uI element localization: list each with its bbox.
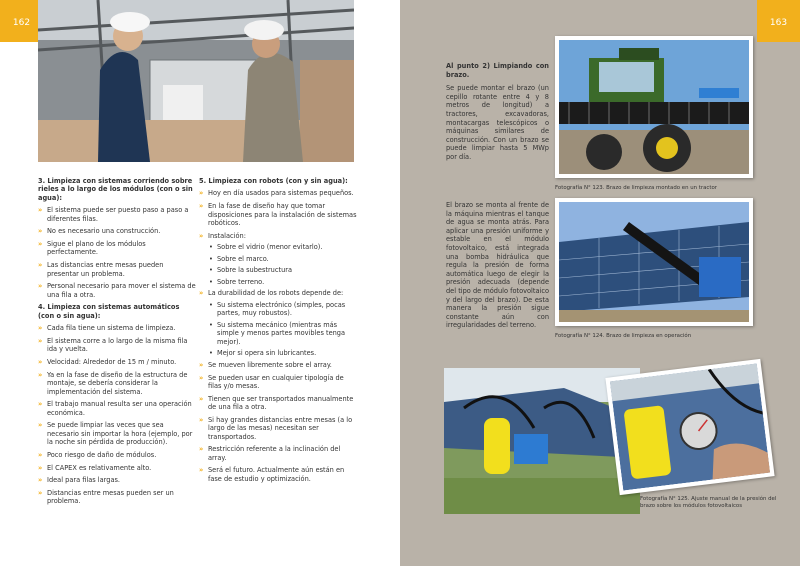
caption-124: Fotografía N° 124. Brazo de limpieza en operación <box>555 333 692 339</box>
photo-frame-123 <box>555 36 753 178</box>
list-item: » Ya en la fase de diseño de la estructura de montaje, se debería considerar la implementación del sistema. <box>38 371 196 396</box>
list-item: » Cada fila tiene un sistema de limpieza. <box>38 324 196 332</box>
list-item: » Se pueden usar en cualquier tipología de filas y/o mesas. <box>199 374 357 391</box>
sub-item: • Sobre el marco. <box>199 255 357 263</box>
caption-125: Fotografía N° 125. Ajuste manual de la presión del brazo sobre los módulos fotovoltaicos <box>640 496 777 509</box>
list-item: » Personal necesario para mover el sistema de una fila a otra. <box>38 282 196 299</box>
sub-item: • Sobre el vidrio (menor evitarlo). <box>199 243 357 251</box>
photo-workers-inspection <box>38 0 354 162</box>
section-text-1 <box>446 62 549 162</box>
page-number-right: 163 <box>757 0 800 42</box>
list-5 <box>199 189 357 483</box>
right-page <box>400 0 800 566</box>
list-item: » Ideal para filas largas. <box>38 476 196 484</box>
section-heading: Al punto 2) Limpiando con brazo. <box>446 62 549 79</box>
sub-item: • Mejor si opera sin lubricantes. <box>199 349 357 357</box>
list-item: » Restricción referente a la inclinación del array. <box>199 445 357 462</box>
list-item: » El trabajo manual resulta ser una operación económica. <box>38 400 196 417</box>
list-item: » Instalación: <box>199 232 357 240</box>
list-item: » La durabilidad de los robots depende de: <box>199 289 357 297</box>
heading-5: 5. Limpieza con robots (con y sin agua): <box>199 177 348 185</box>
photo-pressure-gauge <box>610 363 770 490</box>
photo-tractor <box>559 40 749 174</box>
caption-123: Fotografía N° 123. Brazo de limpieza montado en un tractor <box>555 185 718 191</box>
photo-arm-operation <box>559 202 749 322</box>
list-item: » El CAPEX es relativamente alto. <box>38 464 196 472</box>
list-item: » Tienen que ser transportados manualmente de una fila a otra. <box>199 395 357 412</box>
column-1 <box>38 177 196 510</box>
list-4 <box>38 324 196 506</box>
photo-frame-125b <box>605 359 774 495</box>
list-item: » No es necesario una construcción. <box>38 227 196 235</box>
list-item: » Si hay grandes distancias entre mesas (a lo largo de las mesas) necesitan ser transportados. <box>199 416 357 441</box>
list-item: » Se puede limpiar las veces que sea necesario sin importar la hora (ejemplo, por la noche sin pérdida de producción). <box>38 421 196 446</box>
page-number-left: 162 <box>0 0 43 42</box>
heading-4: 4. Limpieza con sistemas automáticos (con o sin agua): <box>38 303 180 320</box>
list-item: » Se mueven libremente sobre el array. <box>199 361 357 369</box>
list-item: » Las distancias entre mesas pueden presentar un problema. <box>38 261 196 278</box>
photo-frame-124 <box>555 198 753 326</box>
sub-item: • Su sistema electrónico (simples, pocas partes, muy robustos). <box>199 301 357 318</box>
list-item: » En la fase de diseño hay que tomar disposiciones para la instalación de sistemas robóticos. <box>199 202 357 227</box>
list-item: » Poco riesgo de daño de módulos. <box>38 451 196 459</box>
list-item: » El sistema corre a lo largo de la misma fila ida y vuelta. <box>38 337 196 354</box>
list-item: » Hoy en día usados para sistemas pequeños. <box>199 189 357 197</box>
sub-item: • Sobre terreno. <box>199 278 357 286</box>
heading-3: 3. Limpieza con sistemas corriendo sobre rieles a lo largo de los módulos (con o sin agua): <box>38 177 193 202</box>
list-item: » El sistema puede ser puesto paso a paso a diferentes filas. <box>38 206 196 223</box>
paragraph-1: Se puede montar el brazo (un cepillo rotante entre 4 y 8 metros de longitud) a tractores, excavadoras, montacargas telescópicos o máquinas similares de construcción. Con un brazo se puede limpiar hasta 5 MWp por día. <box>446 84 549 161</box>
sub-item: • Su sistema mecánico (mientras más simple y menos partes movibles tenga mejor). <box>199 321 357 346</box>
list-item: » Velocidad: Alrededor de 15 m / minuto. <box>38 358 196 366</box>
list-item: » Distancias entre mesas pueden ser un problema. <box>38 489 196 506</box>
sub-item: • Sobre la subestructura <box>199 266 357 274</box>
list-item: » Será el futuro. Actualmente aún están en fase de estudio y optimización. <box>199 466 357 483</box>
column-2 <box>199 177 357 487</box>
list-3 <box>38 206 196 299</box>
paragraph-2: El brazo se monta al frente de la máquina mientras el tanque de agua se monta atrás. Para aplicar una presión uniforme y estable en el módulo fotovoltaico, está integrada una bomba hidráulica que regula la presión de forma automática luego de elegir la presión adecuada (depende del tipo de módulo fotovoltaico y del largo del brazo). De esta manera la presión sigue constante aún con irregularidades del terreno. <box>446 201 549 330</box>
list-item: » Sigue el plano de los módulos perfectamente. <box>38 240 196 257</box>
